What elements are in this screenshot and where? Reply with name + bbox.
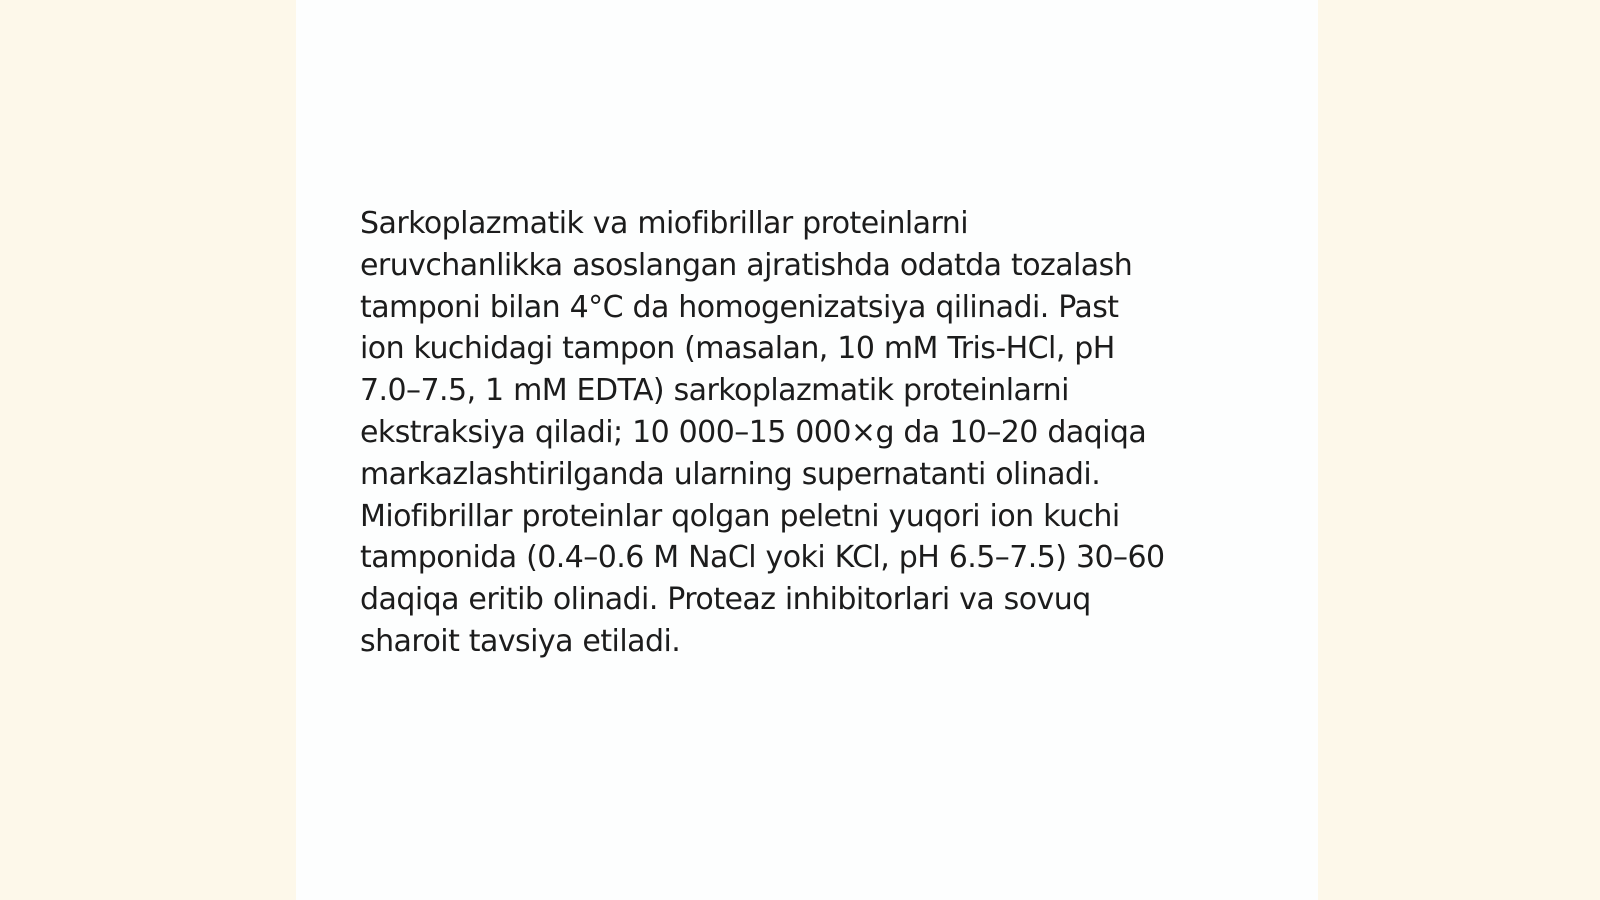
paragraph-line: Miofibrillar proteinlar qolgan peletni yuqori ion kuchi [360, 498, 1120, 534]
paragraph-line: tamponida (0.4–0.6 M NaCl yoki KCl, pH 6.5–7.5) 30–60 [360, 540, 1165, 576]
paragraph-line: 7.0–7.5, 1 mM EDTA) sarkoplazmatik proteinlarni [360, 373, 1069, 409]
paragraph-line: markazlashtirilganda ularning supernatanti olinadi. [360, 456, 1101, 492]
content-sheet [296, 0, 1318, 900]
paragraph-line: daqiqa eritib olinadi. Proteaz inhibitorlari va sovuq [360, 582, 1091, 618]
paragraph-line: Sarkoplazmatik va miofibrillar proteinlarni [360, 206, 969, 241]
paragraph-line: sharoit tavsiya etiladi. [360, 623, 681, 659]
paragraph-line: tamponi bilan 4°C da homogenizatsiya qilinadi. Past [360, 289, 1119, 325]
paragraph-line: ekstraksiya qiladi; 10 000–15 000×g da 10–20 daqiqa [360, 414, 1147, 450]
body-paragraph [360, 203, 1260, 663]
paragraph-line: eruvchanlikka asoslangan ajratishda odatda tozalash [360, 247, 1133, 283]
paragraph-line: ion kuchidagi tampon (masalan, 10 mM Tris-HCl, pH [360, 331, 1115, 367]
